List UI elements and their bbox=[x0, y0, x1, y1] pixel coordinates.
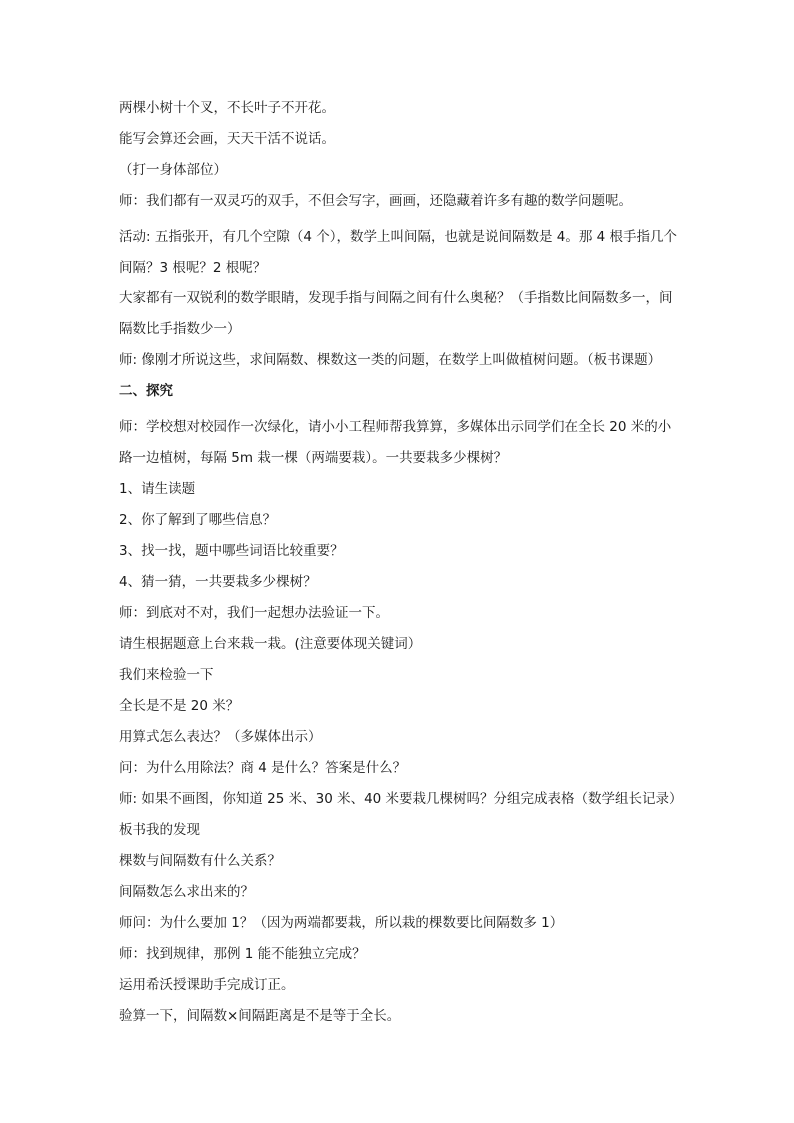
section-heading-explore: 二、探究 bbox=[119, 383, 173, 399]
formula-question: 用算式怎么表达？（多媒体出示） bbox=[119, 729, 322, 745]
interval-question: 间隔数怎么求出来的？ bbox=[119, 884, 254, 900]
step-3: 3、找一找，题中哪些词语比较重要？ bbox=[119, 543, 344, 559]
teacher-intro: 师：我们都有一双灵巧的双手，不但会写字，画画，还隐藏着许多有趣的数学问题呢。 bbox=[119, 193, 632, 209]
topic-introduction: 师: 像刚才所说这些，求间隔数、棵数这一类的问题，在数学上叫做植树问题。（板书课题） bbox=[119, 352, 662, 368]
riddle-line-1: 两棵小树十个叉，不长叶子不开花。 bbox=[119, 100, 335, 116]
riddle-hint: （打一身体部位） bbox=[119, 162, 227, 178]
verification-note: 验算一下，间隔数×间隔距离是不是等于全长。 bbox=[119, 1008, 401, 1024]
relationship-question: 棵数与间隔数有什么关系？ bbox=[119, 853, 281, 869]
check-length: 全长是不是 20 米？ bbox=[119, 698, 240, 714]
board-findings: 板书我的发现 bbox=[119, 822, 200, 838]
example-question: 师：找到规律，那例 1 能不能独立完成？ bbox=[119, 946, 366, 962]
plus-one-question: 师问：为什么要加 1？（因为两端都要栽，所以栽的棵数要比间隔数多 1） bbox=[119, 915, 564, 931]
step-1: 1、请生读题 bbox=[119, 481, 196, 497]
teacher-verify: 师：到底对不对，我们一起想办法验证一下。 bbox=[119, 605, 389, 621]
check-intro: 我们来检验一下 bbox=[119, 667, 214, 683]
step-4: 4、猜一猜，一共要栽多少棵树？ bbox=[119, 574, 317, 590]
document-body bbox=[119, 98, 689, 1037]
discovery-paragraph: 大家都有一双锐利的数学眼睛，发现手指与间隔之间有什么奥秘？（手指数比间隔数多一，间隔数比手指数少一） bbox=[119, 290, 673, 337]
group-task: 师: 如果不画图，你知道 25 米、30 米、40 米要栽几棵树吗？分组完成表格（数学组长记录） bbox=[119, 791, 683, 807]
correction-note: 运用希沃授课助手完成订正。 bbox=[119, 977, 295, 993]
riddle-line-2: 能写会算还会画，天天干活不说话。 bbox=[119, 131, 335, 147]
problem-statement: 师：学校想对校园作一次绿化，请小小工程师帮我算算，多媒体出示同学们在全长 20 米的小路一边植树，每隔 5m 栽一棵（两端要栽）。一共要栽多少棵树？ bbox=[119, 419, 672, 466]
student-plant: 请生根据题意上台来栽一栽。(注意要体现关键词） bbox=[119, 636, 422, 652]
step-2: 2、你了解到了哪些信息？ bbox=[119, 512, 277, 528]
division-question: 问：为什么用除法？商 4 是什么？答案是什么？ bbox=[119, 760, 407, 776]
activity-paragraph: 活动: 五指张开，有几个空隙（4 个），数学上叫间隔，也就是说间隔数是 4。那 4 根手指几个间隔？3 根呢？2 根呢？ bbox=[119, 229, 678, 276]
